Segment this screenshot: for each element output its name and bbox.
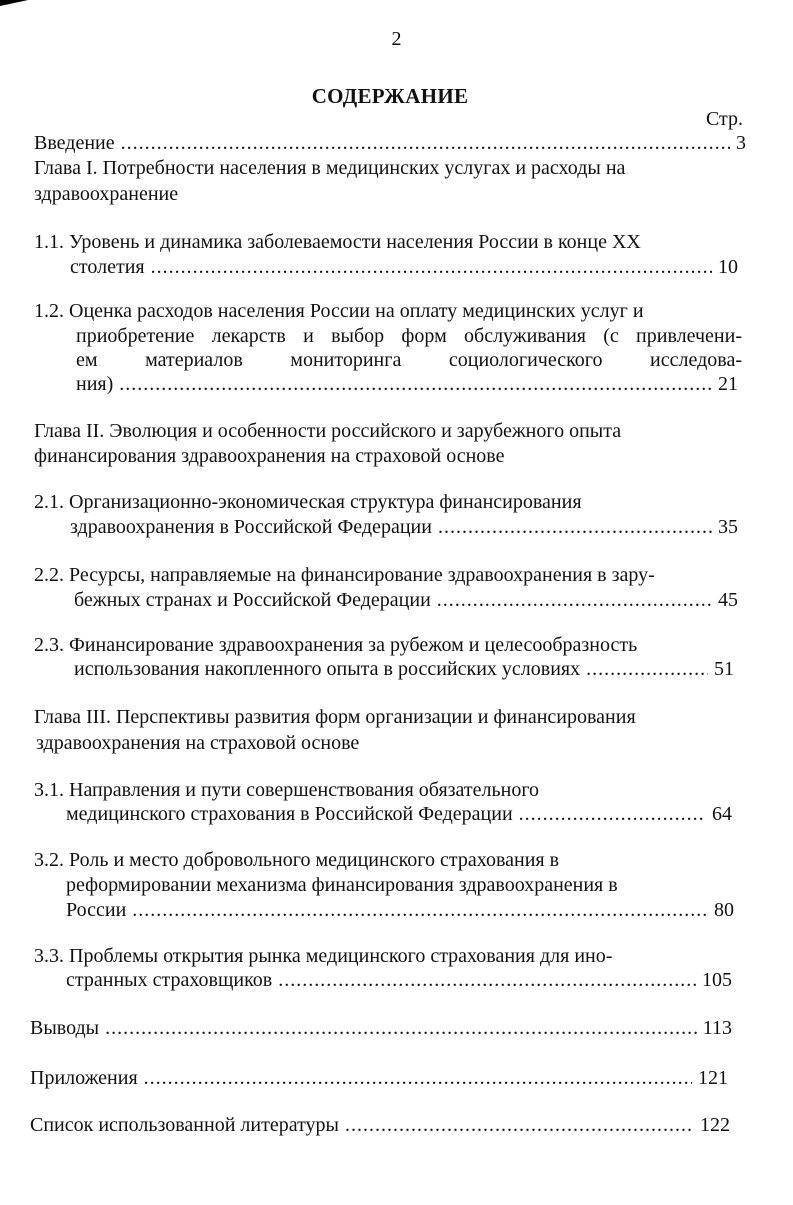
toc-entry-page: 35 xyxy=(718,516,738,538)
toc-entry-references xyxy=(30,1113,730,1137)
toc-entry-page: 3 xyxy=(736,132,746,154)
toc-section-3-1-line1: 3.1. Направления и пути совершенствования обязательного xyxy=(34,779,540,801)
toc-chapter-1-line2: здравоохранение xyxy=(34,183,179,205)
toc-chapter-3-line2: здравоохранения на страховой основе xyxy=(36,732,360,754)
dot-leader xyxy=(345,1113,694,1137)
toc-section-3-2-line1: 3.2. Роль и место добровольного медицинского страхования в xyxy=(34,849,560,871)
dot-leader xyxy=(132,898,708,922)
toc-section-3-2-line2: реформировании механизма финансирования здравоохранения в xyxy=(66,874,618,896)
toc-entry-title: странных страховщиков xyxy=(66,969,273,991)
toc-section-1-2-line4 xyxy=(76,372,738,396)
toc-entry-page: 21 xyxy=(718,373,738,395)
toc-entry-title: столетия xyxy=(70,256,145,278)
dot-leader xyxy=(278,968,696,992)
toc-entry-title: медицинского страхования в Российской Федерации xyxy=(66,803,513,825)
toc-entry-title: использования накопленного опыта в российских условиях xyxy=(74,658,581,680)
toc-entry-page: 10 xyxy=(718,256,738,278)
toc-entry-page: 80 xyxy=(714,899,734,921)
dot-leader xyxy=(519,802,706,826)
toc-section-2-2-line2 xyxy=(74,588,738,612)
dot-leader xyxy=(586,657,708,681)
toc-entry-title: Введение xyxy=(34,132,115,154)
toc-section-2-1-line1: 2.1. Организационно-экономическая структура финансирования xyxy=(34,491,582,513)
toc-entry-page: 121 xyxy=(698,1067,728,1089)
toc-chapter-2-line2: финансирования здравоохранения на страховой основе xyxy=(34,445,505,467)
toc-section-1-1-line1: 1.1. Уровень и динамика заболеваемости населения России в конце XX xyxy=(34,231,641,253)
toc-entry-appendices xyxy=(30,1066,728,1090)
toc-entry-title: Приложения xyxy=(30,1067,138,1089)
toc-section-3-3-line2 xyxy=(66,968,732,992)
toc-chapter-3-line1: Глава III. Перспективы развития форм организации и финансирования xyxy=(34,706,636,728)
toc-entry-page: 105 xyxy=(702,969,732,991)
toc-entry-title: здравоохранения в Российской Федерации xyxy=(70,516,432,538)
toc-entry-title: Выводы xyxy=(30,1017,100,1039)
toc-entry-title: бежных странах и Российской Федерации xyxy=(74,589,431,611)
toc-entry-page: 51 xyxy=(714,658,734,680)
toc-entry-title: ния) xyxy=(76,373,114,395)
toc-section-1-2-line1: 1.2. Оценка расходов населения России на оплату медицинских услуг и xyxy=(34,300,644,322)
toc-chapter-1-line1: Глава I. Потребности населения в медицинских услугах и расходы на xyxy=(34,157,626,179)
page-column-label: Стр. xyxy=(705,108,743,130)
toc-section-2-3-line1: 2.3. Финансирование здравоохранения за рубежом и целесообразность xyxy=(34,634,638,656)
toc-entry-title: Список использованной литературы xyxy=(30,1114,339,1136)
scan-corner-mark xyxy=(0,0,30,6)
toc-entry-conclusions xyxy=(30,1016,732,1040)
toc-title: СОДЕРЖАНИЕ xyxy=(311,84,469,108)
toc-entry-title: России xyxy=(66,899,127,921)
toc-section-1-2-line2: приобретение лекарств и выбор форм обслуживания (с привлечени- xyxy=(76,325,742,347)
toc-entry-intro xyxy=(34,131,746,155)
toc-entry-page: 113 xyxy=(702,1017,732,1039)
toc-entry-page: 64 xyxy=(712,803,732,825)
dot-leader xyxy=(105,1016,697,1040)
toc-entry-page: 122 xyxy=(700,1114,730,1136)
toc-chapter-2-line1: Глава II. Эволюция и особенности российского и зарубежного опыта xyxy=(34,420,622,442)
toc-section-1-1-line2 xyxy=(70,255,738,279)
dot-leader xyxy=(437,588,712,612)
dot-leader xyxy=(121,131,730,155)
toc-section-3-1-line2 xyxy=(66,802,732,826)
toc-section-2-2-line1: 2.2. Ресурсы, направляемые на финансирование здравоохранения в зару- xyxy=(34,564,655,586)
dot-leader xyxy=(119,372,712,396)
page-number: 2 xyxy=(391,28,402,50)
toc-section-3-2-line3 xyxy=(66,898,734,922)
dot-leader xyxy=(144,1066,692,1090)
toc-section-2-1-line2 xyxy=(70,515,738,539)
toc-section-2-3-line2 xyxy=(74,657,734,681)
dot-leader xyxy=(151,255,712,279)
dot-leader xyxy=(438,515,712,539)
toc-entry-page: 45 xyxy=(718,589,738,611)
toc-section-3-3-line1: 3.3. Проблемы открытия рынка медицинского страхования для ино- xyxy=(34,945,613,967)
toc-section-1-2-line3: ем материалов мониторинга социологического исследова- xyxy=(76,349,742,371)
